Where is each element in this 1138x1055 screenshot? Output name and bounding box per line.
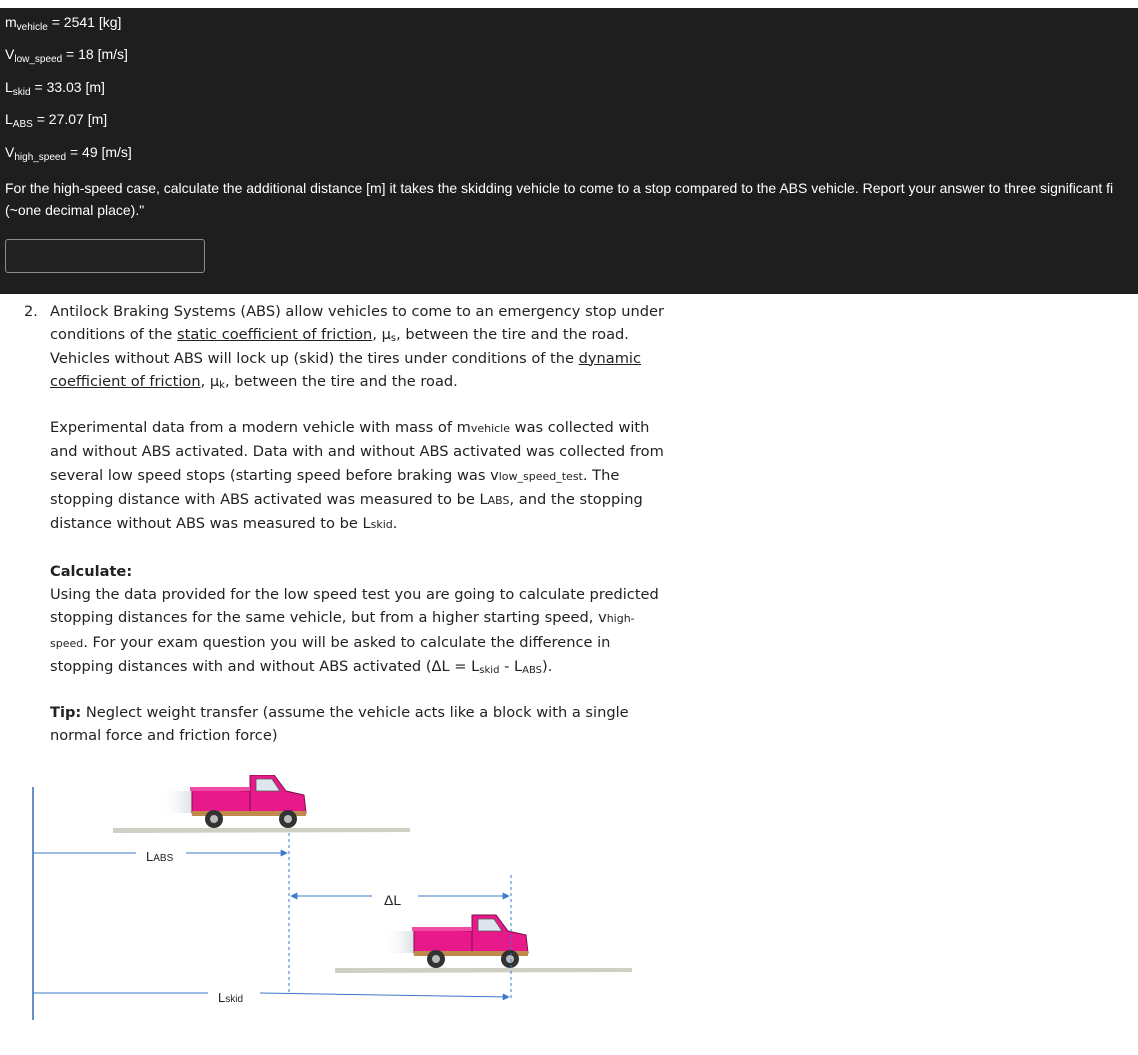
calculate-heading: Calculate: bbox=[50, 562, 133, 580]
var-v-high-speed: $V_{high\_speed} = 49$ [m/s] bbox=[5, 144, 132, 163]
lskid-label: Lskid bbox=[218, 990, 244, 1005]
ground-bottom bbox=[335, 968, 632, 973]
answer-input[interactable] bbox=[5, 239, 205, 273]
var-v-low-speed: $V_{low\_speed} = 18$ [m/s] bbox=[5, 46, 128, 65]
problem-number: 2. bbox=[24, 303, 38, 320]
labs-label: LABS bbox=[146, 849, 174, 864]
var-l-skid: $L_{skid} = 33.03$ [m] bbox=[5, 79, 105, 98]
paragraph-calculate: Using the data provided for the low speed test you are going to calculate predicted stopping distances for the same vehicle, but from a higher starting speed, vhigh-speed. For your exam question you will be asked to calculate the difference in stopping distances with and without ABS activated $(\Delta L = L_{skid} - L_{ABS})$. bbox=[50, 585, 659, 676]
lskid-arrow-right bbox=[260, 993, 509, 997]
question-prompt bbox=[5, 177, 1133, 221]
prompt-line-1: For the high-speed case, calculate the additional distance [m] it takes the skidding vehicle to come to a stop compared to the ABS vehicle. Report your answer to three significant fi bbox=[5, 180, 1114, 196]
var-l-abs: $L_{ABS} = 27.07$ [m] bbox=[5, 111, 108, 130]
question-header-panel bbox=[0, 8, 1138, 294]
paragraph-tip: Tip: Neglect weight transfer (assume the vehicle acts like a block with a single normal force and friction force) bbox=[50, 704, 629, 745]
skid-truck bbox=[382, 915, 528, 968]
ground-top bbox=[113, 828, 410, 833]
prompt-line-2: (~one decimal place)." bbox=[5, 202, 145, 218]
abs-truck bbox=[160, 775, 306, 828]
paragraph-abs-intro: Antilock Braking Systems (ABS) allow vehicles to come to an emergency stop under conditions of the static coefficient of friction, $\mu_s$, between the tire and the road. Vehicles without ABS will lock up (skid) the tires under conditions of the dynamic coefficient of friction, $\mu_k$, between the tire and the road. bbox=[50, 303, 664, 391]
var-m-vehicle: $m_{vehicle} = 2541$ [kg] bbox=[5, 14, 122, 33]
delta-l-label: ΔL bbox=[384, 892, 402, 908]
stopping-distance-diagram bbox=[0, 775, 700, 1035]
dynamic-friction-link[interactable]: dynamic coefficient of friction bbox=[50, 349, 642, 390]
paragraph-experimental-data: Experimental data from a modern vehicle with mass of mvehicle was collected with and without ABS activated. Data with and without ABS activated was collected from several low speed stops (starting speed before braking was vlow_speed_test. The stopping distance with ABS activated was measured to be LABS, and the stopping distance without ABS was measured to be Lskid. bbox=[50, 419, 664, 533]
static-friction-link[interactable]: static coefficient of friction bbox=[177, 326, 373, 344]
